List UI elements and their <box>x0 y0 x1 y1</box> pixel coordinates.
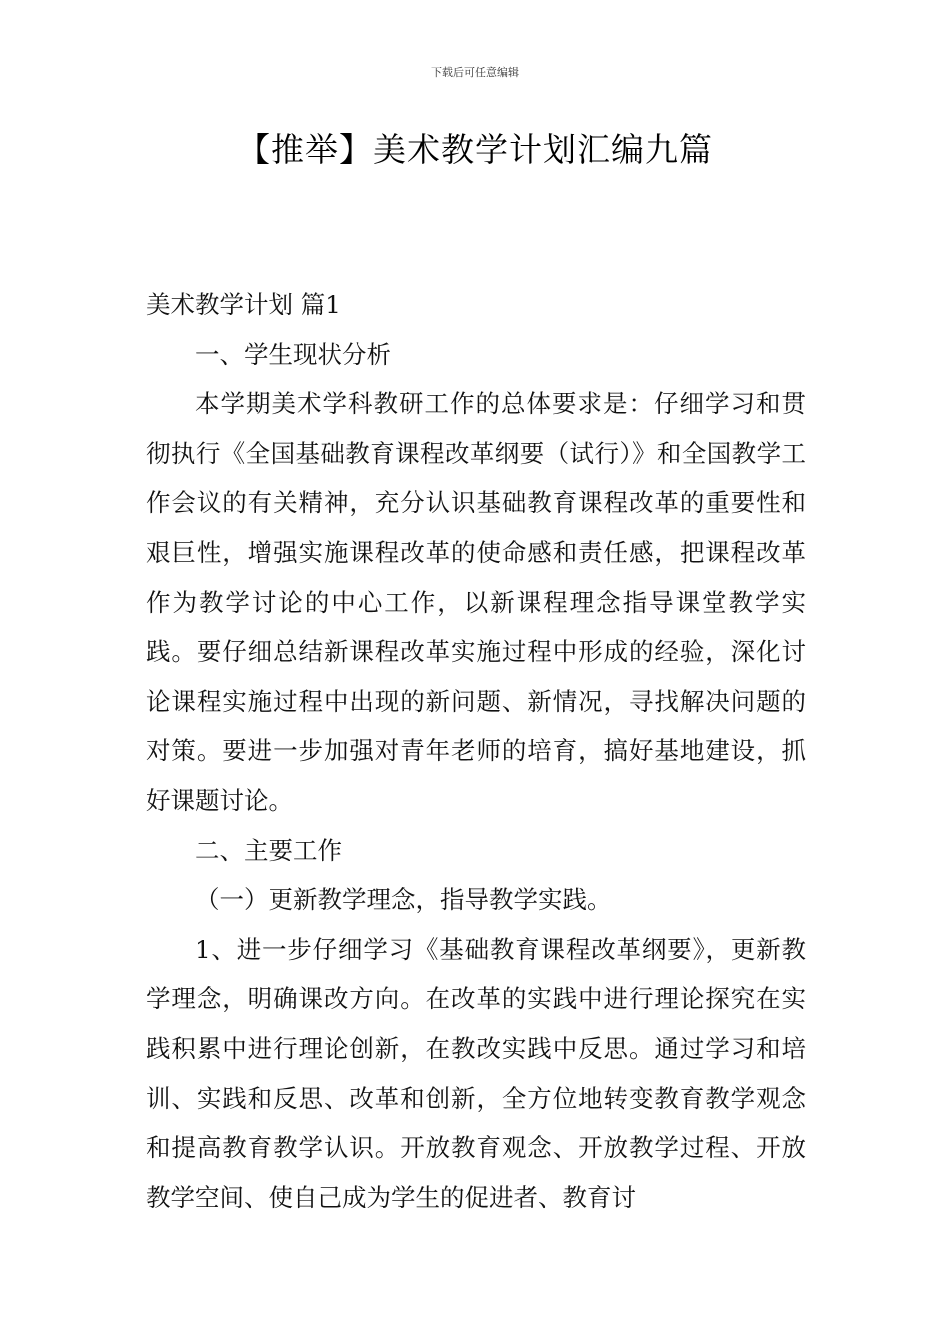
header-note: 下载后可任意编辑 <box>431 66 519 79</box>
document-title: 【推举】美术教学计划汇编九篇 <box>237 130 713 169</box>
section-title: 美术教学计划 篇1 <box>146 290 341 319</box>
paragraph-item-1: 1、进一步仔细学习《基础教育课程改革纲要》，更新教学理念，明确课改方向。在改革的实践中进行理论探究在实践积累中进行理论创新，在教改实践中反思。通过学习和培训、实践和反思、改革和创新，全方位地转变教育教学观念和提高教育教学认识。开放教育观念、开放教学过程、开放教学空间、使自己成为学生的促进者、教育讨 <box>146 934 806 1212</box>
heading-main-work: 二、主要工作 <box>195 835 342 865</box>
document-body <box>146 280 806 1222</box>
paragraph-overall-requirements: 本学期美术学科教研工作的总体要求是：仔细学习和贯彻执行《全国基础教育课程改革纲要（试行）》和全国教学工作会议的有关精神，充分认识基础教育课程改革的重要性和艰巨性，增强实施课程改革的使命感和责任感，把课程改革作为教学讨论的中心工作，以新课程理念指导课堂教学实践。要仔细总结新课程改革实施过程中形成的经验，深化讨论课程实施过程中出现的新问题、新情况，寻找解决问题的对策。要进一步加强对青年老师的培育，搞好基地建设，抓好课题讨论。 <box>146 389 806 815</box>
subheading-update-concepts: （一）更新教学理念，指导教学实践。 <box>195 885 612 915</box>
heading-student-analysis: 一、学生现状分析 <box>195 339 391 369</box>
